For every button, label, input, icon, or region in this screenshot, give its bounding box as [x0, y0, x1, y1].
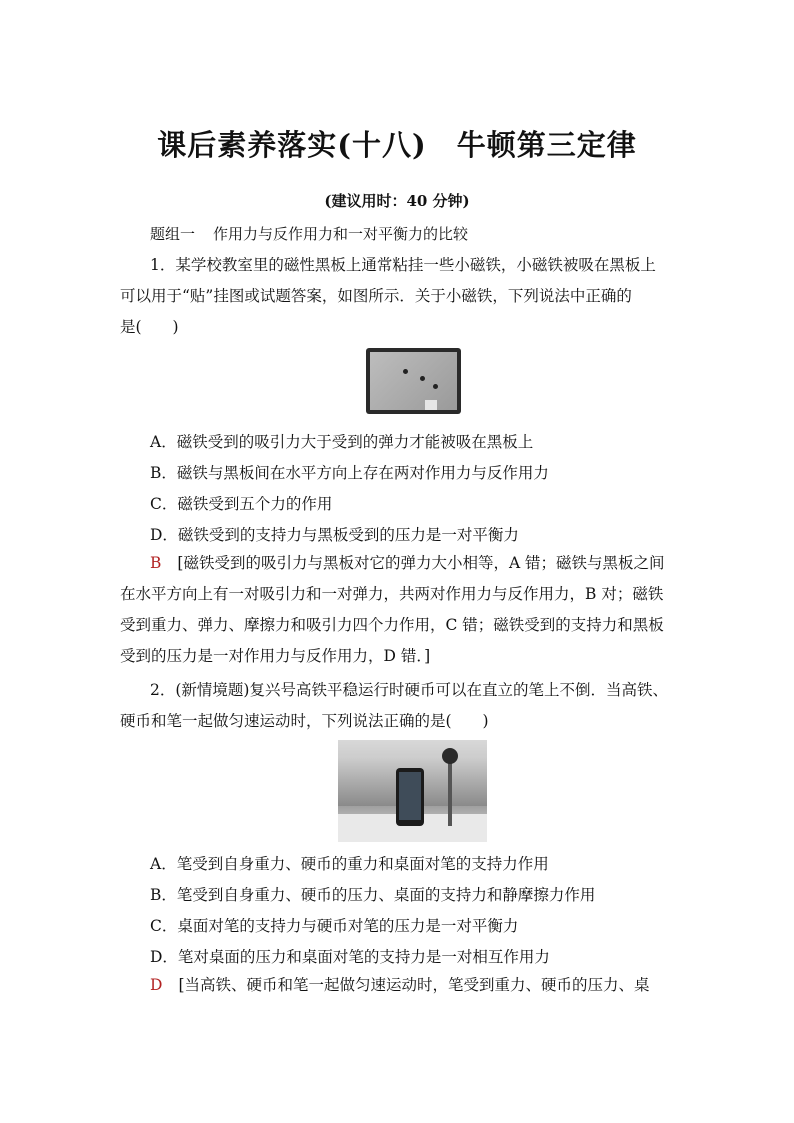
- q1-explanation-line: [磁铁受到的吸引力与黑板对它的弹力大小相等，A 错；磁铁与黑板之间: [177, 554, 665, 572]
- q1-option-d: D．磁铁受到的支持力与黑板受到的压力是一对平衡力: [150, 526, 519, 544]
- q2-explanation-line: [当高铁、硬币和笔一起做匀速运动时，笔受到重力、硬币的压力、桌: [178, 976, 650, 994]
- q2-option-b: B．笔受到自身重力、硬币的压力、桌面的支持力和静摩擦力作用: [150, 886, 596, 904]
- q1-stem: [120, 250, 680, 343]
- phone-screen: [399, 772, 421, 820]
- suggested-time: (建议用时：40 分钟): [324, 192, 470, 210]
- q1-explanation-line: 受到重力、弹力、摩擦力和吸引力四个力作用，C 错；磁铁受到的支持力和黑板: [120, 616, 664, 634]
- q1-explanation: [120, 548, 680, 672]
- magnet: [403, 369, 408, 374]
- q1-option-c: C．磁铁受到五个力的作用: [150, 495, 333, 513]
- q2-stem-line: 2．(新情境题)复兴号高铁平稳运行时硬币可以在直立的笔上不倒．当高铁、: [150, 681, 668, 699]
- q2-option-d: D．笔对桌面的压力和桌面对笔的支持力是一对相互作用力: [150, 948, 550, 966]
- section-label: 题组一: [150, 225, 196, 243]
- q1-explanation-line: 受到的压力是一对作用力与反作用力，D 错．]: [120, 647, 431, 665]
- section-heading: [150, 223, 468, 244]
- q1-answer: B: [150, 554, 162, 572]
- q2-explanation: [120, 970, 680, 1001]
- phone: [396, 768, 424, 826]
- q2-answer: D: [150, 976, 163, 994]
- q2-option-c: C．桌面对笔的支持力与硬币对笔的压力是一对平衡力: [150, 917, 519, 935]
- q1-stem-line: 1．某学校教室里的磁性黑板上通常粘挂一些小磁铁，小磁铁被吸在黑板上: [150, 256, 656, 274]
- pen: [448, 760, 452, 826]
- section-text: 作用力与反作用力和一对平衡力的比较: [213, 225, 469, 243]
- q2-stem-line: 硬币和笔一起做匀速运动时，下列说法正确的是( ): [120, 712, 489, 730]
- q1-stem-line: 是( ): [120, 318, 179, 336]
- q1-explanation-line: 在水平方向上有一对吸引力和一对弹力，共两对作用力与反作用力，B 对；磁铁: [120, 585, 664, 603]
- board-clip: [425, 400, 437, 410]
- q1-option-b: B．磁铁与黑板间在水平方向上存在两对作用力与反作用力: [150, 464, 549, 482]
- q2-option-a: A．笔受到自身重力、硬币的重力和桌面对笔的支持力作用: [150, 855, 549, 873]
- page-title: 课后素养落实(十八) 牛顿第三定律: [157, 128, 637, 162]
- blackboard-surface: [370, 352, 457, 410]
- train-coin-pen-photo: [338, 740, 487, 842]
- magnet: [420, 376, 425, 381]
- q1-stem-line: 可以用于“贴”挂图或试题答案，如图所示．关于小磁铁，下列说法中正确的: [120, 287, 632, 305]
- magnet: [433, 384, 438, 389]
- q2-stem: [120, 675, 680, 737]
- coin: [442, 748, 458, 764]
- q1-option-a: A．磁铁受到的吸引力大于受到的弹力才能被吸在黑板上: [150, 433, 534, 451]
- magnetic-blackboard-figure: [366, 348, 461, 414]
